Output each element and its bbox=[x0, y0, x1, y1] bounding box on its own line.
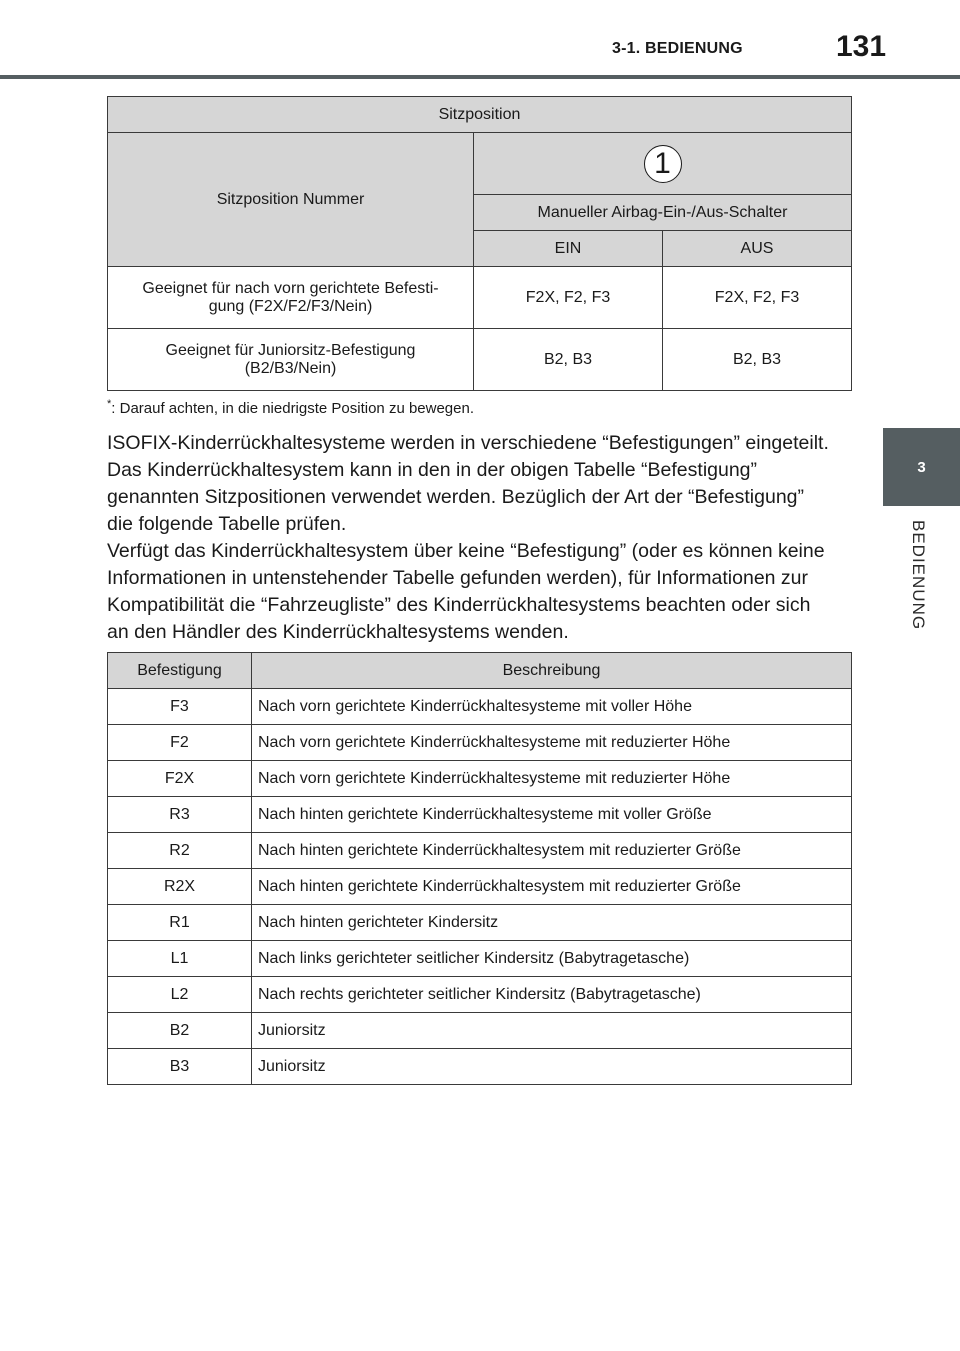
seat-row-on-value: F2X, F2, F3 bbox=[474, 267, 663, 329]
body-line: an den Händler des Kinderrückhaltesystems wenden. bbox=[107, 621, 569, 643]
fixture-table bbox=[107, 652, 852, 1085]
body-line: Informationen in untenstehender Tabelle gefunden werden), für Informationen zur bbox=[107, 567, 809, 589]
fixture-code: R1 bbox=[108, 905, 252, 941]
seat-row-label-line2: (B2/B3/Nein) bbox=[244, 359, 337, 377]
chapter-label: BEDIENUNG bbox=[909, 520, 928, 631]
body-line: die folgende Tabelle prüfen. bbox=[107, 513, 347, 535]
footnote bbox=[107, 398, 847, 417]
fixture-description: Nach hinten gerichtete Kinderrückhaltesystem mit reduzierter Größe bbox=[252, 869, 852, 905]
seat-row-label bbox=[108, 329, 474, 391]
seat-row-label bbox=[108, 267, 474, 329]
table-row bbox=[108, 905, 852, 941]
seat-table-title: Sitzposition bbox=[108, 97, 852, 133]
footnote-marker: * bbox=[107, 398, 112, 410]
fixture-code: L1 bbox=[108, 941, 252, 977]
seat-number-1: 1 bbox=[644, 145, 682, 183]
fixture-description: Nach vorn gerichtete Kinderrückhaltesysteme mit reduzierter Höhe bbox=[252, 725, 852, 761]
fixture-code: F2X bbox=[108, 761, 252, 797]
fixture-description: Juniorsitz bbox=[252, 1049, 852, 1085]
fixture-description: Nach vorn gerichtete Kinderrückhaltesysteme mit voller Höhe bbox=[252, 689, 852, 725]
seat-row-off-value: F2X, F2, F3 bbox=[663, 267, 852, 329]
seat-row-on-value: B2, B3 bbox=[474, 329, 663, 391]
header-divider bbox=[0, 75, 960, 79]
fixture-code: R2 bbox=[108, 833, 252, 869]
fixture-code: F2 bbox=[108, 725, 252, 761]
table-row bbox=[108, 941, 852, 977]
switch-off-label: AUS bbox=[663, 231, 852, 267]
table-row bbox=[108, 1013, 852, 1049]
chapter-tab bbox=[883, 428, 960, 506]
fixture-code: R3 bbox=[108, 797, 252, 833]
fixture-code: B2 bbox=[108, 1013, 252, 1049]
table-row bbox=[108, 869, 852, 905]
seat-row-off-value: B2, B3 bbox=[663, 329, 852, 391]
body-line: Kompatibilität die “Fahrzeugliste” des Kinderrückhaltesystems beachten oder sich bbox=[107, 594, 811, 616]
section-title: 3-1. BEDIENUNG bbox=[612, 40, 743, 57]
chapter-number: 3 bbox=[917, 458, 926, 476]
fixture-code: R2X bbox=[108, 869, 252, 905]
table-row bbox=[108, 977, 852, 1013]
table-row bbox=[108, 689, 852, 725]
fixture-description: Nach rechts gerichteter seitlicher Kindersitz (Babytragetasche) bbox=[252, 977, 852, 1013]
body-paragraph bbox=[107, 430, 852, 646]
seat-number-cell bbox=[474, 133, 852, 195]
page-number: 131 bbox=[835, 30, 887, 63]
fixture-description: Nach vorn gerichtete Kinderrückhaltesysteme mit reduzierter Höhe bbox=[252, 761, 852, 797]
footnote-text: : Darauf achten, in die niedrigste Position zu bewegen. bbox=[111, 400, 475, 417]
body-line: Das Kinderrückhaltesystem kann in den in der obigen Tabelle “Befestigung” bbox=[107, 459, 758, 481]
fixture-code: L2 bbox=[108, 977, 252, 1013]
table-row bbox=[108, 833, 852, 869]
fixture-description: Nach links gerichteter seitlicher Kindersitz (Babytragetasche) bbox=[252, 941, 852, 977]
seat-row-label-line1: Geeignet für nach vorn gerichtete Befesti- bbox=[142, 279, 439, 297]
table-row bbox=[108, 1049, 852, 1085]
table-row bbox=[108, 761, 852, 797]
body-line: Verfügt das Kinderrückhaltesystem über keine “Befestigung” (oder es können keine bbox=[107, 540, 825, 562]
body-line: ISOFIX-Kinderrückhaltesysteme werden in verschiedene “Befestigungen” eingeteilt. bbox=[107, 432, 829, 454]
fixture-description: Juniorsitz bbox=[252, 1013, 852, 1049]
switch-on-label: EIN bbox=[474, 231, 663, 267]
fixture-description: Nach hinten gerichtete Kinderrückhaltesysteme mit voller Größe bbox=[252, 797, 852, 833]
body-line: genannten Sitzpositionen verwendet werden. Bezüglich der Art der “Befestigung” bbox=[107, 486, 805, 508]
seat-row-label-line2: gung (F2X/F2/F3/Nein) bbox=[208, 297, 373, 315]
airbag-switch-label: Manueller Airbag-Ein-/Aus-Schalter bbox=[474, 195, 852, 231]
seat-number-label: Sitzposition Nummer bbox=[108, 133, 474, 267]
table-row bbox=[108, 725, 852, 761]
fixture-description: Nach hinten gerichteter Kindersitz bbox=[252, 905, 852, 941]
table-row bbox=[108, 797, 852, 833]
fixture-description: Nach hinten gerichtete Kinderrückhaltesystem mit reduzierter Größe bbox=[252, 833, 852, 869]
fixture-code: B3 bbox=[108, 1049, 252, 1085]
fixture-code: F3 bbox=[108, 689, 252, 725]
seat-position-table bbox=[107, 96, 852, 391]
fixture-header-description: Beschreibung bbox=[252, 653, 852, 689]
fixture-header-code: Befestigung bbox=[108, 653, 252, 689]
seat-row-label-line1: Geeignet für Juniorsitz-Befestigung bbox=[165, 341, 416, 359]
